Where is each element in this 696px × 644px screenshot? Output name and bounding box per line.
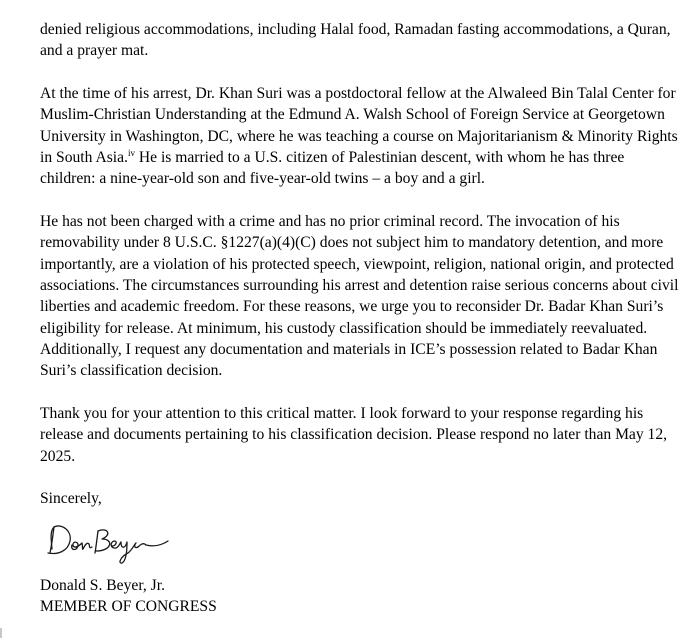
footnote-marker: iv [127, 147, 135, 158]
paragraph-accommodations: denied religious accommodations, including Halal food, Ramadan fasting accommodations, a Quran, and a prayer mat. [40, 21, 671, 60]
paragraph-charges: He has not been charged with a crime and has no prior criminal record. The invocation of his removability under 8 U.S.C. §1227(a)(4)(C) does not subject him to mandatory detention, and more importantly, are a violation of his protected speech, viewpoint, religion, national origin, and protected associations. The circumstances surrounding his arrest and detention raise serious concerns about civil liberties and academic freedom. For these reasons, we urge you to reconsider Dr. Badar Khan Suri’s eligibility for release. At minimum, his custody classification should be immediately reevaluated. Additionally, I request any documentation and materials in ICE’s possession related to Badar Khan Suri’s classification decision. [40, 213, 679, 380]
paragraph-thanks: Thank you for your attention to this critical matter. I look forward to your response regarding his release and documents pertaining to his classification decision. Please respond no later than May 12, 2025. [40, 404, 668, 465]
handwritten-signature [42, 519, 172, 567]
paragraph-arrest-continued: He is married to a U.S. citizen of Palestinian descent, with whom he has three children: a nine-year-old son and five-year-old twins – a boy and a girl. [40, 148, 625, 188]
paragraph-arrest [40, 83, 680, 189]
signatory-name: Donald S. Beyer, Jr. [40, 576, 165, 594]
page-edge-mark [0, 628, 2, 638]
paragraph-arrest-text: At the time of his arrest, Dr. Khan Suri was a postdoctoral fellow at the Alwaleed Bin Talal Center for Muslim-Christian Understanding at the Edmund A. Walsh School of Foreign Service at Georgetown University in Washington, DC, where he was teaching a course on Majoritarianism & Minority Rights in South Asia. [40, 85, 678, 166]
letter-body [40, 19, 680, 617]
closing-salutation: Sincerely, [40, 490, 102, 508]
signatory-title: MEMBER OF CONGRESS [40, 597, 217, 615]
